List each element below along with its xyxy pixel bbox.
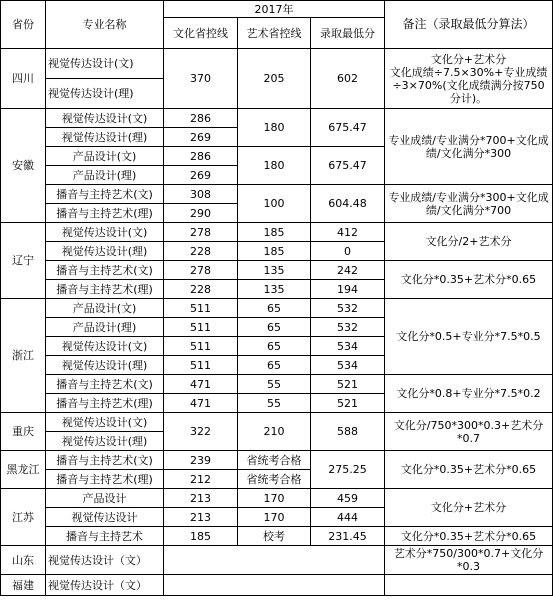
art-cell: 65 bbox=[238, 299, 311, 318]
major-cell: 视觉传达设计（文） bbox=[46, 546, 164, 575]
min-cell: 275.25 bbox=[311, 451, 385, 489]
min-cell: 675.47 bbox=[311, 109, 385, 147]
culture-cell: 511 bbox=[164, 299, 238, 318]
province-liaoning: 辽宁 bbox=[1, 223, 46, 299]
culture-cell: 228 bbox=[164, 242, 238, 261]
art-cell: 100 bbox=[238, 185, 311, 223]
art-cell: 65 bbox=[238, 356, 311, 375]
province-fujian: 福建 bbox=[1, 575, 46, 596]
culture-cell: 228 bbox=[164, 280, 238, 299]
major-cell: 播音与主持艺术(文) bbox=[46, 185, 164, 204]
note-cell: 文化分*0.35+艺术分*0.65 bbox=[385, 261, 553, 299]
art-cell: 135 bbox=[238, 261, 311, 280]
culture-cell: 308 bbox=[164, 185, 238, 204]
major-cell: 播音与主持艺术(理) bbox=[46, 280, 164, 299]
art-cell: 170 bbox=[238, 508, 311, 527]
note-cell: 文化分+艺术分 bbox=[385, 489, 553, 527]
min-cell: 534 bbox=[311, 337, 385, 356]
min-cell: 588 bbox=[311, 413, 385, 451]
major-cell: 视觉传达设计(文) bbox=[46, 337, 164, 356]
major-cell: 视觉传达设计(文) bbox=[46, 223, 164, 242]
major-cell: 产品设计 bbox=[46, 489, 164, 508]
header-minscore: 录取最低分 bbox=[311, 18, 385, 49]
major-cell: 视觉传达设计(文) bbox=[46, 49, 164, 79]
art-cell: 省统考合格 bbox=[238, 470, 311, 489]
major-cell: 播音与主持艺术 bbox=[46, 527, 164, 546]
art-cell: 135 bbox=[238, 280, 311, 299]
note-cell: 文化分*0.35+艺术分*0.65 bbox=[385, 527, 553, 546]
major-cell: 播音与主持艺术(理) bbox=[46, 470, 164, 489]
header-culture: 文化省控线 bbox=[164, 18, 238, 49]
note-cell: 文化分+艺术分 文化成绩÷7.5×30%+专业成绩÷3×70%(文化成绩满分按750分计)。 bbox=[385, 49, 553, 109]
culture-cell: 511 bbox=[164, 318, 238, 337]
art-cell: 180 bbox=[238, 147, 311, 185]
min-cell: 532 bbox=[311, 299, 385, 318]
min-cell: 532 bbox=[311, 318, 385, 337]
major-cell: 视觉传达设计(理) bbox=[46, 432, 164, 451]
art-cell: 180 bbox=[238, 109, 311, 147]
art-cell: 185 bbox=[238, 223, 311, 242]
culture-cell: 322 bbox=[164, 413, 238, 451]
empty-cell bbox=[385, 575, 553, 596]
empty-cell bbox=[164, 575, 385, 596]
min-cell: 242 bbox=[311, 261, 385, 280]
min-cell: 521 bbox=[311, 375, 385, 394]
culture-cell: 471 bbox=[164, 375, 238, 394]
culture-cell: 290 bbox=[164, 204, 238, 223]
major-cell: 播音与主持艺术(文) bbox=[46, 375, 164, 394]
culture-cell: 511 bbox=[164, 356, 238, 375]
note-cell: 文化分/750*300*0.3+艺术分*0.7 bbox=[385, 413, 553, 451]
major-cell: 产品设计(理) bbox=[46, 318, 164, 337]
min-cell: 459 bbox=[311, 489, 385, 508]
note-cell: 文化分*0.8+专业分*7.5*0.2 bbox=[385, 375, 553, 413]
major-cell: 产品设计(理) bbox=[46, 166, 164, 185]
major-cell: 视觉传达设计(理) bbox=[46, 128, 164, 147]
header-province: 省份 bbox=[1, 1, 46, 49]
min-cell: 412 bbox=[311, 223, 385, 242]
province-sichuan: 四川 bbox=[1, 49, 46, 109]
major-cell: 视觉传达设计(理) bbox=[46, 356, 164, 375]
min-cell: 534 bbox=[311, 356, 385, 375]
min-cell: 602 bbox=[311, 49, 385, 109]
culture-cell: 269 bbox=[164, 166, 238, 185]
min-cell: 0 bbox=[311, 242, 385, 261]
note-cell: 文化分/2+艺术分 bbox=[385, 223, 553, 261]
culture-cell: 239 bbox=[164, 451, 238, 470]
province-heilongjiang: 黑龙江 bbox=[1, 451, 46, 489]
major-cell: 播音与主持艺术(文) bbox=[46, 451, 164, 470]
culture-cell: 286 bbox=[164, 109, 238, 128]
art-cell: 省统考合格 bbox=[238, 451, 311, 470]
major-cell: 播音与主持艺术(文) bbox=[46, 261, 164, 280]
culture-cell: 185 bbox=[164, 527, 238, 546]
min-cell: 521 bbox=[311, 394, 385, 413]
major-cell: 播音与主持艺术(理) bbox=[46, 394, 164, 413]
art-cell: 210 bbox=[238, 413, 311, 451]
province-shandong: 山东 bbox=[1, 546, 46, 575]
culture-cell: 212 bbox=[164, 470, 238, 489]
empty-cell bbox=[164, 546, 385, 575]
province-chongqing: 重庆 bbox=[1, 413, 46, 451]
major-cell: 视觉传达设计(理) bbox=[46, 79, 164, 109]
art-cell: 205 bbox=[238, 49, 311, 109]
art-cell: 185 bbox=[238, 242, 311, 261]
note-cell: 文化分*0.5+专业分*7.5*0.5 bbox=[385, 299, 553, 375]
province-jiangsu: 江苏 bbox=[1, 489, 46, 546]
header-note: 备注（录取最低分算法） bbox=[385, 1, 553, 49]
culture-cell: 213 bbox=[164, 508, 238, 527]
header-art: 艺术省控线 bbox=[238, 18, 311, 49]
culture-cell: 269 bbox=[164, 128, 238, 147]
art-cell: 55 bbox=[238, 394, 311, 413]
culture-cell: 471 bbox=[164, 394, 238, 413]
min-cell: 675.47 bbox=[311, 147, 385, 185]
note-cell: 专业成绩/专业满分*700+文化成绩/文化满分*300 bbox=[385, 109, 553, 185]
art-cell: 55 bbox=[238, 375, 311, 394]
art-cell: 170 bbox=[238, 489, 311, 508]
header-year: 2017年 bbox=[164, 1, 385, 18]
min-cell: 604.48 bbox=[311, 185, 385, 223]
note-cell: 专业成绩/专业满分*300+文化成绩/文化满分*700 bbox=[385, 185, 553, 223]
province-anhui: 安徽 bbox=[1, 109, 46, 223]
major-cell: 视觉传达设计 bbox=[46, 508, 164, 527]
header-major: 专业名称 bbox=[46, 1, 164, 49]
province-zhejiang: 浙江 bbox=[1, 299, 46, 413]
culture-cell: 278 bbox=[164, 223, 238, 242]
art-cell: 65 bbox=[238, 318, 311, 337]
art-cell: 65 bbox=[238, 337, 311, 356]
major-cell: 视觉传达设计(理) bbox=[46, 242, 164, 261]
major-cell: 播音与主持艺术(理) bbox=[46, 204, 164, 223]
min-cell: 444 bbox=[311, 508, 385, 527]
major-cell: 产品设计(文) bbox=[46, 147, 164, 166]
major-cell: 视觉传达设计(文) bbox=[46, 109, 164, 128]
culture-cell: 278 bbox=[164, 261, 238, 280]
major-cell: 视觉传达设计(文) bbox=[46, 413, 164, 432]
min-cell: 231.45 bbox=[311, 527, 385, 546]
major-cell: 产品设计(文) bbox=[46, 299, 164, 318]
culture-cell: 286 bbox=[164, 147, 238, 166]
note-cell: 艺术分*750/300*0.7+文化分*0.3 bbox=[385, 546, 553, 575]
art-cell: 校考 bbox=[238, 527, 311, 546]
culture-cell: 370 bbox=[164, 49, 238, 109]
culture-cell: 213 bbox=[164, 489, 238, 508]
note-cell: 文化分*0.35+艺术分*0.65 bbox=[385, 451, 553, 489]
culture-cell: 511 bbox=[164, 337, 238, 356]
min-cell: 194 bbox=[311, 280, 385, 299]
major-cell: 视觉传达设计（文） bbox=[46, 575, 164, 596]
